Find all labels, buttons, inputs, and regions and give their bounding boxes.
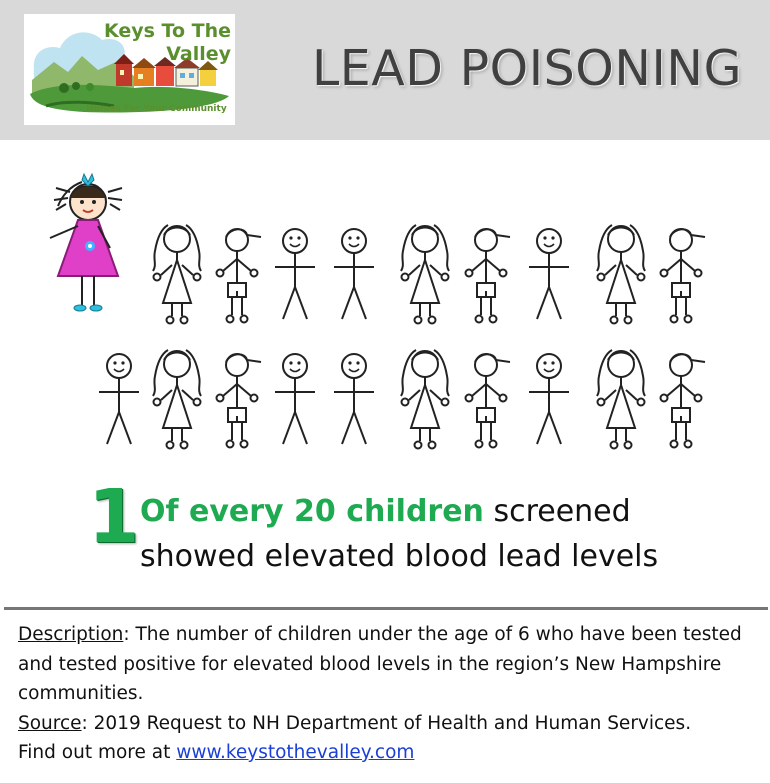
child-icon: [275, 229, 315, 319]
stat-block: [88, 474, 728, 582]
child-icon: [466, 229, 511, 323]
child-icon: [466, 354, 511, 448]
children-illustration: [0, 150, 770, 460]
child-icon: [529, 354, 569, 444]
stat-line1: [140, 494, 631, 529]
find-out-more: [18, 738, 758, 768]
logo-title: [96, 20, 231, 66]
child-icon: [529, 229, 569, 319]
child-icon: [153, 225, 201, 324]
child-icon: [99, 354, 139, 444]
child-icon: [334, 354, 374, 444]
header: [0, 0, 770, 140]
child-icon: [401, 225, 449, 324]
child-icon: [597, 350, 645, 449]
stat-line2: showed elevated blood lead levels: [140, 539, 659, 574]
description-label: Description: [18, 624, 124, 645]
logo: [24, 14, 235, 125]
child-icon: [275, 354, 315, 444]
footer: [18, 620, 758, 768]
divider: [4, 607, 768, 610]
logo-title-line2: Valley: [166, 43, 231, 65]
stat-line1-rest: screened: [483, 494, 631, 529]
child-icon: [217, 354, 262, 448]
description-text: : The number of children under the age of 6 who have been tested and tested positive for elevated blood levels in the region’s New Hampshire communities.: [18, 624, 742, 704]
logo-title-line1: Keys To The: [103, 20, 231, 42]
child-icon: [401, 350, 449, 449]
child-icon: [661, 229, 706, 323]
stat-highlight: Of every 20 children: [140, 494, 484, 529]
logo-tagline: Homes For Your Community: [86, 104, 227, 114]
page-title: LEAD POISONING: [312, 40, 743, 97]
source-text: : 2019 Request to NH Department of Health and Human Services.: [81, 712, 692, 734]
website-link[interactable]: www.keystothevalley.com: [176, 742, 415, 763]
child-icon: [597, 225, 645, 324]
child-icon: [217, 229, 262, 323]
more-text: Find out more at: [18, 742, 177, 763]
source-label: Source: [18, 712, 82, 734]
child-icon: [153, 350, 201, 449]
stat-number: 1: [88, 474, 140, 560]
child-icon: [334, 229, 374, 319]
child-icon: [661, 354, 706, 448]
highlighted-child-icon: [50, 174, 122, 311]
source: [18, 709, 758, 739]
description: [18, 620, 758, 709]
